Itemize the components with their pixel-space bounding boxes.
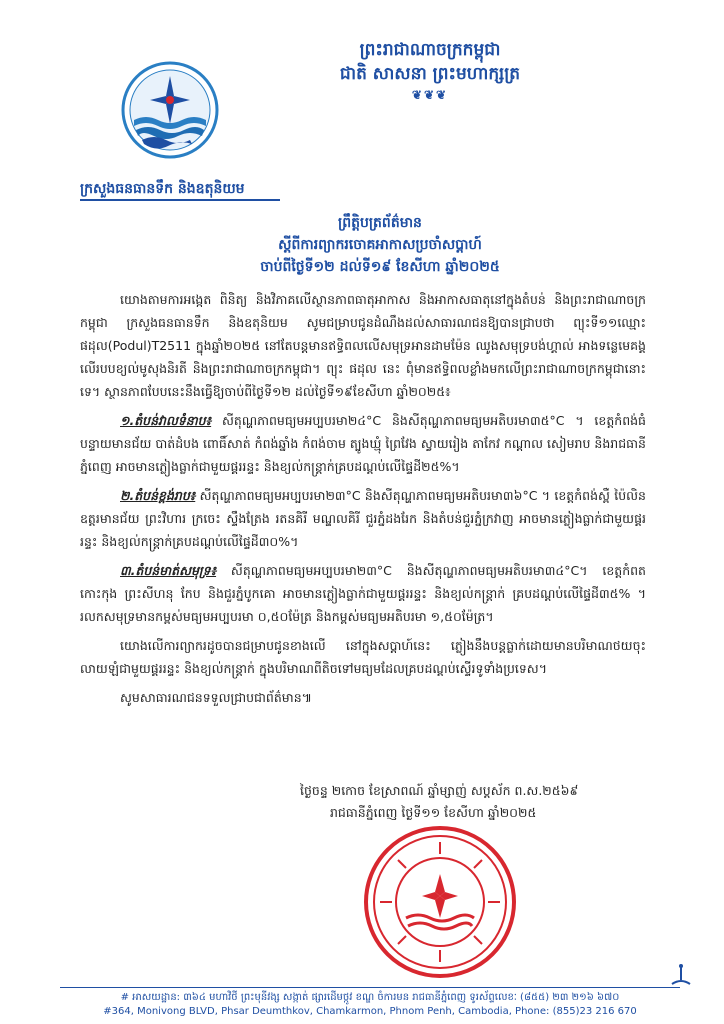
region1-text: សីតុណ្ហភាពមធ្យមអប្បបរមា២៤°C និងសីតុណ្ហភាពមធ្យមអតិបរមា៣៥°C ។ ខេត្តកំពង់ធំ បន្ទាយមានជ័យ បាត់ដំបង ពោធិ៍សាត់ កំពង់ឆ្នាំង កំពង់ចាម ត្បូងឃ្មុំ ព្រៃវែង ស្វាយរៀង តាកែវ កណ្តាល សៀមរាប និងរាជធានីភ្នំពេញ អាចមានភ្លៀងធ្លាក់ជាមួយផ្គររន្ទះ និងខ្យល់កន្ត្រាក់គ្របដណ្តប់លើផ្ទៃដី២៥%។ [80,413,646,474]
footer-address-km: # អាសយដ្ឋាន: ៣៦៤ មហាវិថី ព្រះមុនីវង្ស សង្កាត់ ផ្សារដើមថ្កូវ ខណ្ឌ ចំការមន រាជធានីភ្នំពេញ ទូរស័ព្ទលេខៈ (៨៥៥) ២៣ ២១៦ ៦៧០ [120,992,620,1003]
ministry-name: ក្រសួងធនធានទឹក និងឧតុនិយម [80,181,245,197]
bulletin-body [80,288,646,715]
kingdom-header [300,38,560,102]
title-line3: ចាប់ពីថ្ងៃទី១២ ដល់ទី១៩ ខែសីហា ឆ្នាំ២០២៥ [260,259,500,275]
intro-paragraph: យោងតាមការអង្កេត ពិនិត្យ និងវិភាគលើស្ថានភាពធាតុអាកាស និងអាកាសធាតុនៅក្នុងតំបន់ និងព្រះរាជាណាចក្រកម្ពុជា ក្រសួងធនធានទឹក និងឧតុនិយម សូមជម្រាបជូនដំណឹងដល់សាធារណជនឱ្យបានជ្រាបថា ព្យុះទី១១ឈ្មោះ ផដុល(Podul)T2511 ក្នុងឆ្នាំ២០២៥ នៅតែបន្តមានឥទ្ធិពលលើសមុទ្រអានដាមម៉ែន ឈូងសមុទ្របង់ហ្គាល់ អាងទន្លេមេគង្គ លើរបបខ្យល់មូសុងនិរតី និងព្រះរាជាណាចក្រកម្ពុជា។ ព្យុះ ផដុល នេះ ពុំមានឥទ្ធិពលខ្លាំងមកលើព្រះរាជាណាចក្រកម្ពុជានោះទេ។ ស្ថានភាពបែបនេះនឹងធ្វើឱ្យចាប់ពីថ្ងៃទី១២ ដល់ថ្ងៃទី១៩ខែសីហា ឆ្នាំ២០២៥៖ [80,292,646,399]
region1-label: ១.តំបន់វាលទំនាប៖ [120,413,212,428]
lunar-date: ថ្ងៃចន្ទ ២កោច ខែស្រាពណ៍ ឆ្នាំម្សាញ់ សប្តស័ក ព.ស.២៥៦៩ [300,783,579,798]
solar-date: រាជធានីភ្នំពេញ ថ្ងៃទី១១ ខែសីហា ឆ្នាំ២០២៥ [330,805,537,820]
region3-text: សីតុណ្ហភាពមធ្យមអប្បបរមា២៣°C និងសីតុណ្ហភាពមធ្យមអតិបរមា៣៤°C។ ខេត្តកំពត កោះកុង ព្រះសីហនុ កែប និងជួរភ្នំបូកគោ អាចមានភ្លៀងធ្លាក់ជាមួយផ្គររន្ទះ និងខ្យល់កន្ត្រាក់ គ្របដណ្តប់លើផ្ទៃដី៣៥% ។ រលកសមុទ្រមានកម្ពស់មធ្យមអប្បបរមា ០,៥០ម៉ែត្រ និងកម្ពស់មធ្យមអតិបរមា ១,៥០ម៉ែត្រ។ [80,563,646,624]
region2-label: ២.តំបន់ខ្ពង់រាប៖ [120,488,196,503]
region3-label: ៣.តំបន់មាត់សមុទ្រ៖ [120,563,217,578]
ministry-logo-icon [120,60,220,160]
closing-paragraph: សូមសាធារណជនទទួលជ្រាបជាព័ត៌មាន៕ [120,690,313,705]
dateline [300,780,660,824]
corner-ornament-icon [668,962,694,988]
footer-address [60,991,680,1019]
title-line1: ព្រឹត្តិបត្រព័ត៌មាន [338,215,422,231]
footer-divider [60,987,680,988]
ministry-underline [80,199,280,201]
region3-paragraph [80,559,646,628]
footer-address-en: #364, Monivong BLVD, Phsar Deumthkov, Chamkarmon, Phnom Penh, Cambodia, Phone: (855)23 216 670 [103,1006,637,1017]
summary-paragraph: យោងលើការព្យាករដូចបានជម្រាបជូនខាងលើ នៅក្នុងសប្តាហ៍នេះ ភ្លៀងនឹងបន្តធ្លាក់ដោយមានបរិមាណថយចុះលាយឡំជាមួយផ្គររន្ទះ និងខ្យល់កន្ត្រាក់ ក្នុងបរិមាណពីតិចទៅមធ្យមដែលគ្របដណ្តប់ស្ទើរទូទាំងប្រទេស។ [80,638,646,676]
region2-text: សីតុណ្ហភាពមធ្យមអប្បបរមា២៣°C និងសីតុណ្ហភាពមធ្យមអតិបរមា៣៦°C ។ ខេត្តកំពង់ស្ពឺ ប៉ៃលិន ឧត្តរមានជ័យ ព្រះវិហារ ក្រចេះ ស្ទឹងត្រែង រតនគិរី មណ្ឌលគិរី ជួរភ្នំដងរែក និងតំបន់ជួរភ្នំក្រវាញ អាចមានភ្លៀងធ្លាក់ជាមួយផ្គររន្ទះ និងខ្យល់កន្ត្រាក់គ្របដណ្តប់លើផ្ទៃដី៣០%។ [80,488,646,549]
kingdom-line1: ព្រះរាជាណាចក្រកម្ពុជា [359,40,501,60]
kingdom-line2: ជាតិ សាសនា ព្រះមហាក្សត្រ [339,64,521,84]
region2-paragraph [80,484,646,553]
title-line2: ស្តីពីការព្យាករចោគអាកាសប្រចាំសប្តាហ៍ [278,237,482,253]
official-seal-icon [360,822,520,982]
ornament: ❦❦❦ [411,88,449,102]
bulletin-titles [180,212,580,278]
region1-paragraph [80,409,646,478]
